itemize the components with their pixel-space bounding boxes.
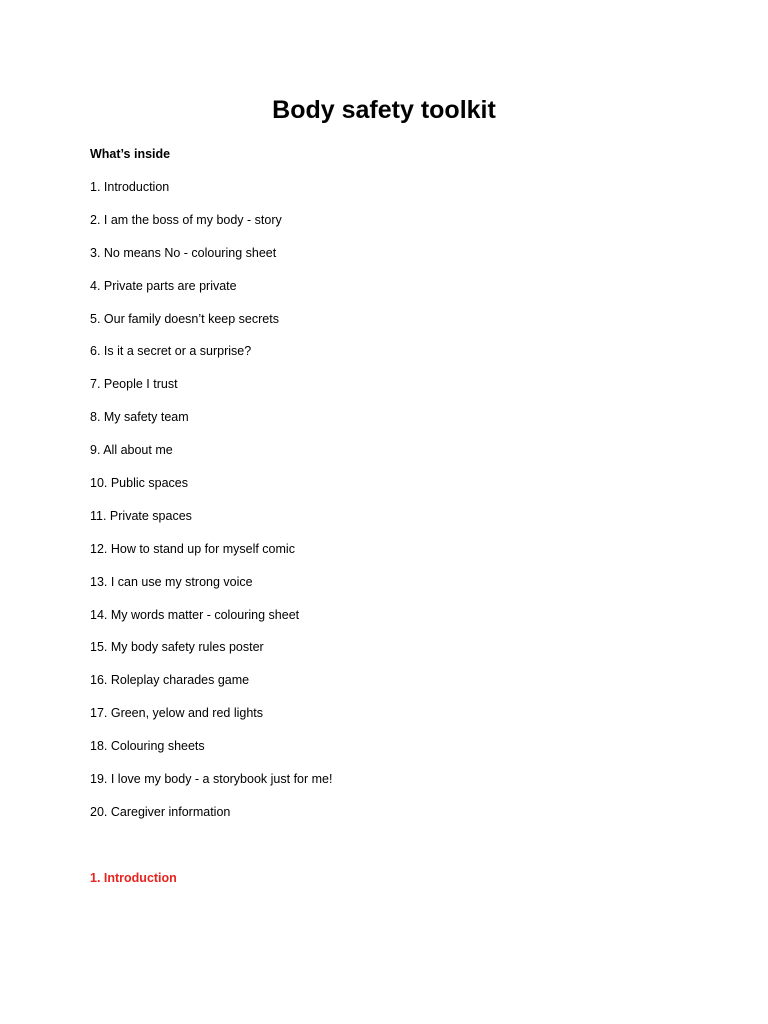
- toc-item: 8. My safety team: [90, 410, 189, 425]
- section-heading-introduction: 1. Introduction: [90, 871, 177, 885]
- toc-item: 4. Private parts are private: [90, 278, 237, 293]
- toc-item: 2. I am the boss of my body - story: [90, 212, 282, 227]
- toc-item: 6. Is it a secret or a surprise?: [90, 344, 252, 359]
- toc-item: 3. No means No - colouring sheet: [90, 245, 277, 260]
- toc-item: 14. My words matter - colouring sheet: [90, 607, 300, 622]
- toc-item: 15. My body safety rules poster: [90, 640, 264, 655]
- toc-item: 5. Our family doesn’t keep secrets: [90, 311, 279, 326]
- toc-item: 7. People I trust: [90, 377, 178, 392]
- toc-item: 11. Private spaces: [90, 508, 192, 523]
- toc-item: 1. Introduction: [90, 180, 170, 194]
- toc-item: 19. I love my body - a storybook just for me!: [90, 772, 333, 787]
- table-of-contents: [90, 178, 332, 836]
- toc-item: 16. Roleplay charades game: [90, 673, 250, 688]
- toc-item: 10. Public spaces: [90, 476, 188, 491]
- toc-item: 13. I can use my strong voice: [90, 574, 253, 589]
- document-title: Body safety toolkit: [272, 96, 496, 124]
- contents-subheading: What’s inside: [90, 147, 171, 161]
- toc-item: 17. Green, yelow and red lights: [90, 706, 264, 721]
- toc-item: 18. Colouring sheets: [90, 739, 205, 754]
- toc-item: 12. How to stand up for myself comic: [90, 541, 295, 556]
- toc-item: 9. All about me: [90, 443, 173, 458]
- toc-item: 20. Caregiver information: [90, 804, 231, 819]
